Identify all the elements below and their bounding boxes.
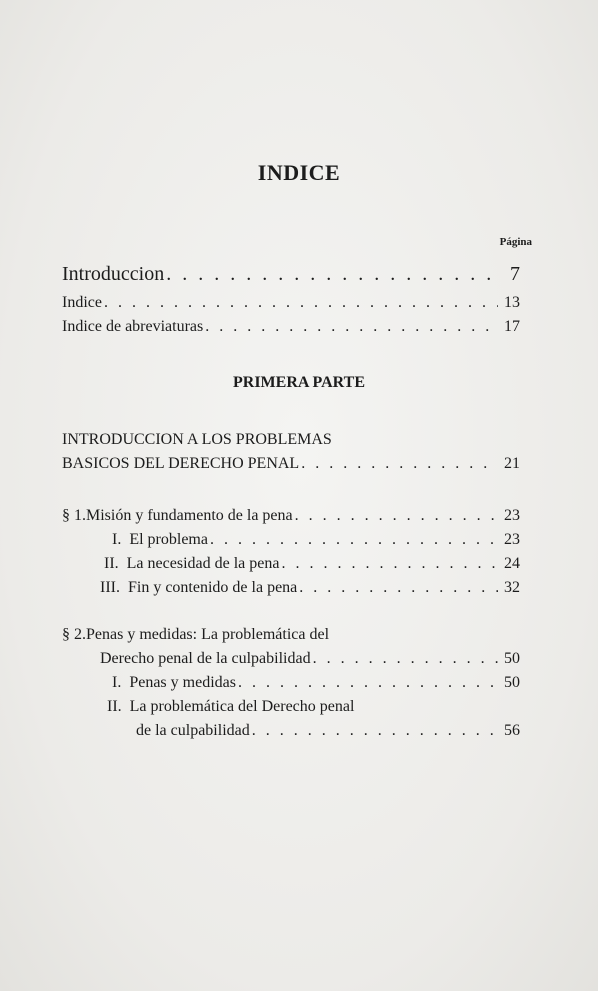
toc-entry-section-2[interactable] [100, 649, 520, 669]
toc-entry-section-2-item-2[interactable] [136, 721, 520, 741]
page-column-label: Página [499, 236, 532, 248]
toc-entry-label: de la culpabilidad [136, 722, 250, 739]
toc-entry-page: 21 [504, 455, 520, 472]
toc-entry-section-1-item-2[interactable] [104, 554, 520, 574]
toc-entry-section-1[interactable] [62, 506, 520, 526]
toc-entry-label: Indice de abreviaturas [62, 318, 204, 335]
leader-dots [205, 317, 498, 337]
leader-dots [299, 578, 498, 598]
leader-dots [295, 506, 498, 526]
toc-entry-label: III. Fin y contenido de la pena [100, 579, 298, 596]
toc-entry-page: 17 [504, 318, 520, 335]
leader-dots [238, 673, 498, 693]
section-2-title-line2: Derecho penal de la culpabilidad [100, 650, 311, 667]
toc-entry-label: § 1.Misión y fundamento de la pena [62, 507, 293, 524]
part-heading: PRIMERA PARTE [232, 374, 366, 391]
leader-dots [166, 262, 498, 286]
toc-entry-introduccion[interactable] [62, 262, 520, 286]
chapter-title-line1: INTRODUCCION A LOS PROBLEMAS [62, 431, 332, 448]
toc-entry-page: 24 [504, 555, 520, 572]
toc-entry-page: 50 [504, 674, 520, 691]
toc-entry-section-1-item-1[interactable] [112, 530, 520, 550]
toc-entry-page: 56 [504, 722, 520, 739]
toc-entry-abreviaturas[interactable] [62, 317, 520, 337]
section-2-title-line1: § 2.Penas y medidas: La problemática del [62, 626, 330, 643]
page-title: INDICE [257, 160, 341, 185]
toc-entry-page: 23 [504, 507, 520, 524]
leader-dots [313, 649, 498, 669]
chapter-title-line2: BASICOS DEL DERECHO PENAL [62, 455, 300, 472]
leader-dots [104, 293, 498, 313]
toc-entry-section-1-item-3[interactable] [100, 578, 520, 598]
leader-dots [252, 721, 498, 741]
toc-entry-indice[interactable] [62, 293, 520, 313]
toc-entry-label: II. La necesidad de la pena [104, 555, 280, 572]
leader-dots [210, 530, 498, 550]
toc-entry-section-2-item-1[interactable] [112, 673, 520, 693]
toc-entry-section-2-item-2-line1: II. La problemática del Derecho penal [107, 698, 355, 715]
toc-entry-page: 23 [504, 531, 520, 548]
toc-entry-page: 13 [504, 294, 520, 311]
toc-entry-label: I. Penas y medidas [112, 674, 236, 691]
toc-entry-label: Introduccion [62, 263, 165, 285]
toc-entry-page: 50 [504, 650, 520, 667]
leader-dots [301, 454, 498, 474]
toc-entry-page: 7 [510, 263, 520, 285]
toc-entry-page: 32 [504, 579, 520, 596]
toc-entry-chapter[interactable] [62, 454, 520, 474]
toc-entry-label: I. El problema [112, 531, 208, 548]
leader-dots [281, 554, 498, 574]
toc-entry-label: Indice [62, 294, 102, 311]
